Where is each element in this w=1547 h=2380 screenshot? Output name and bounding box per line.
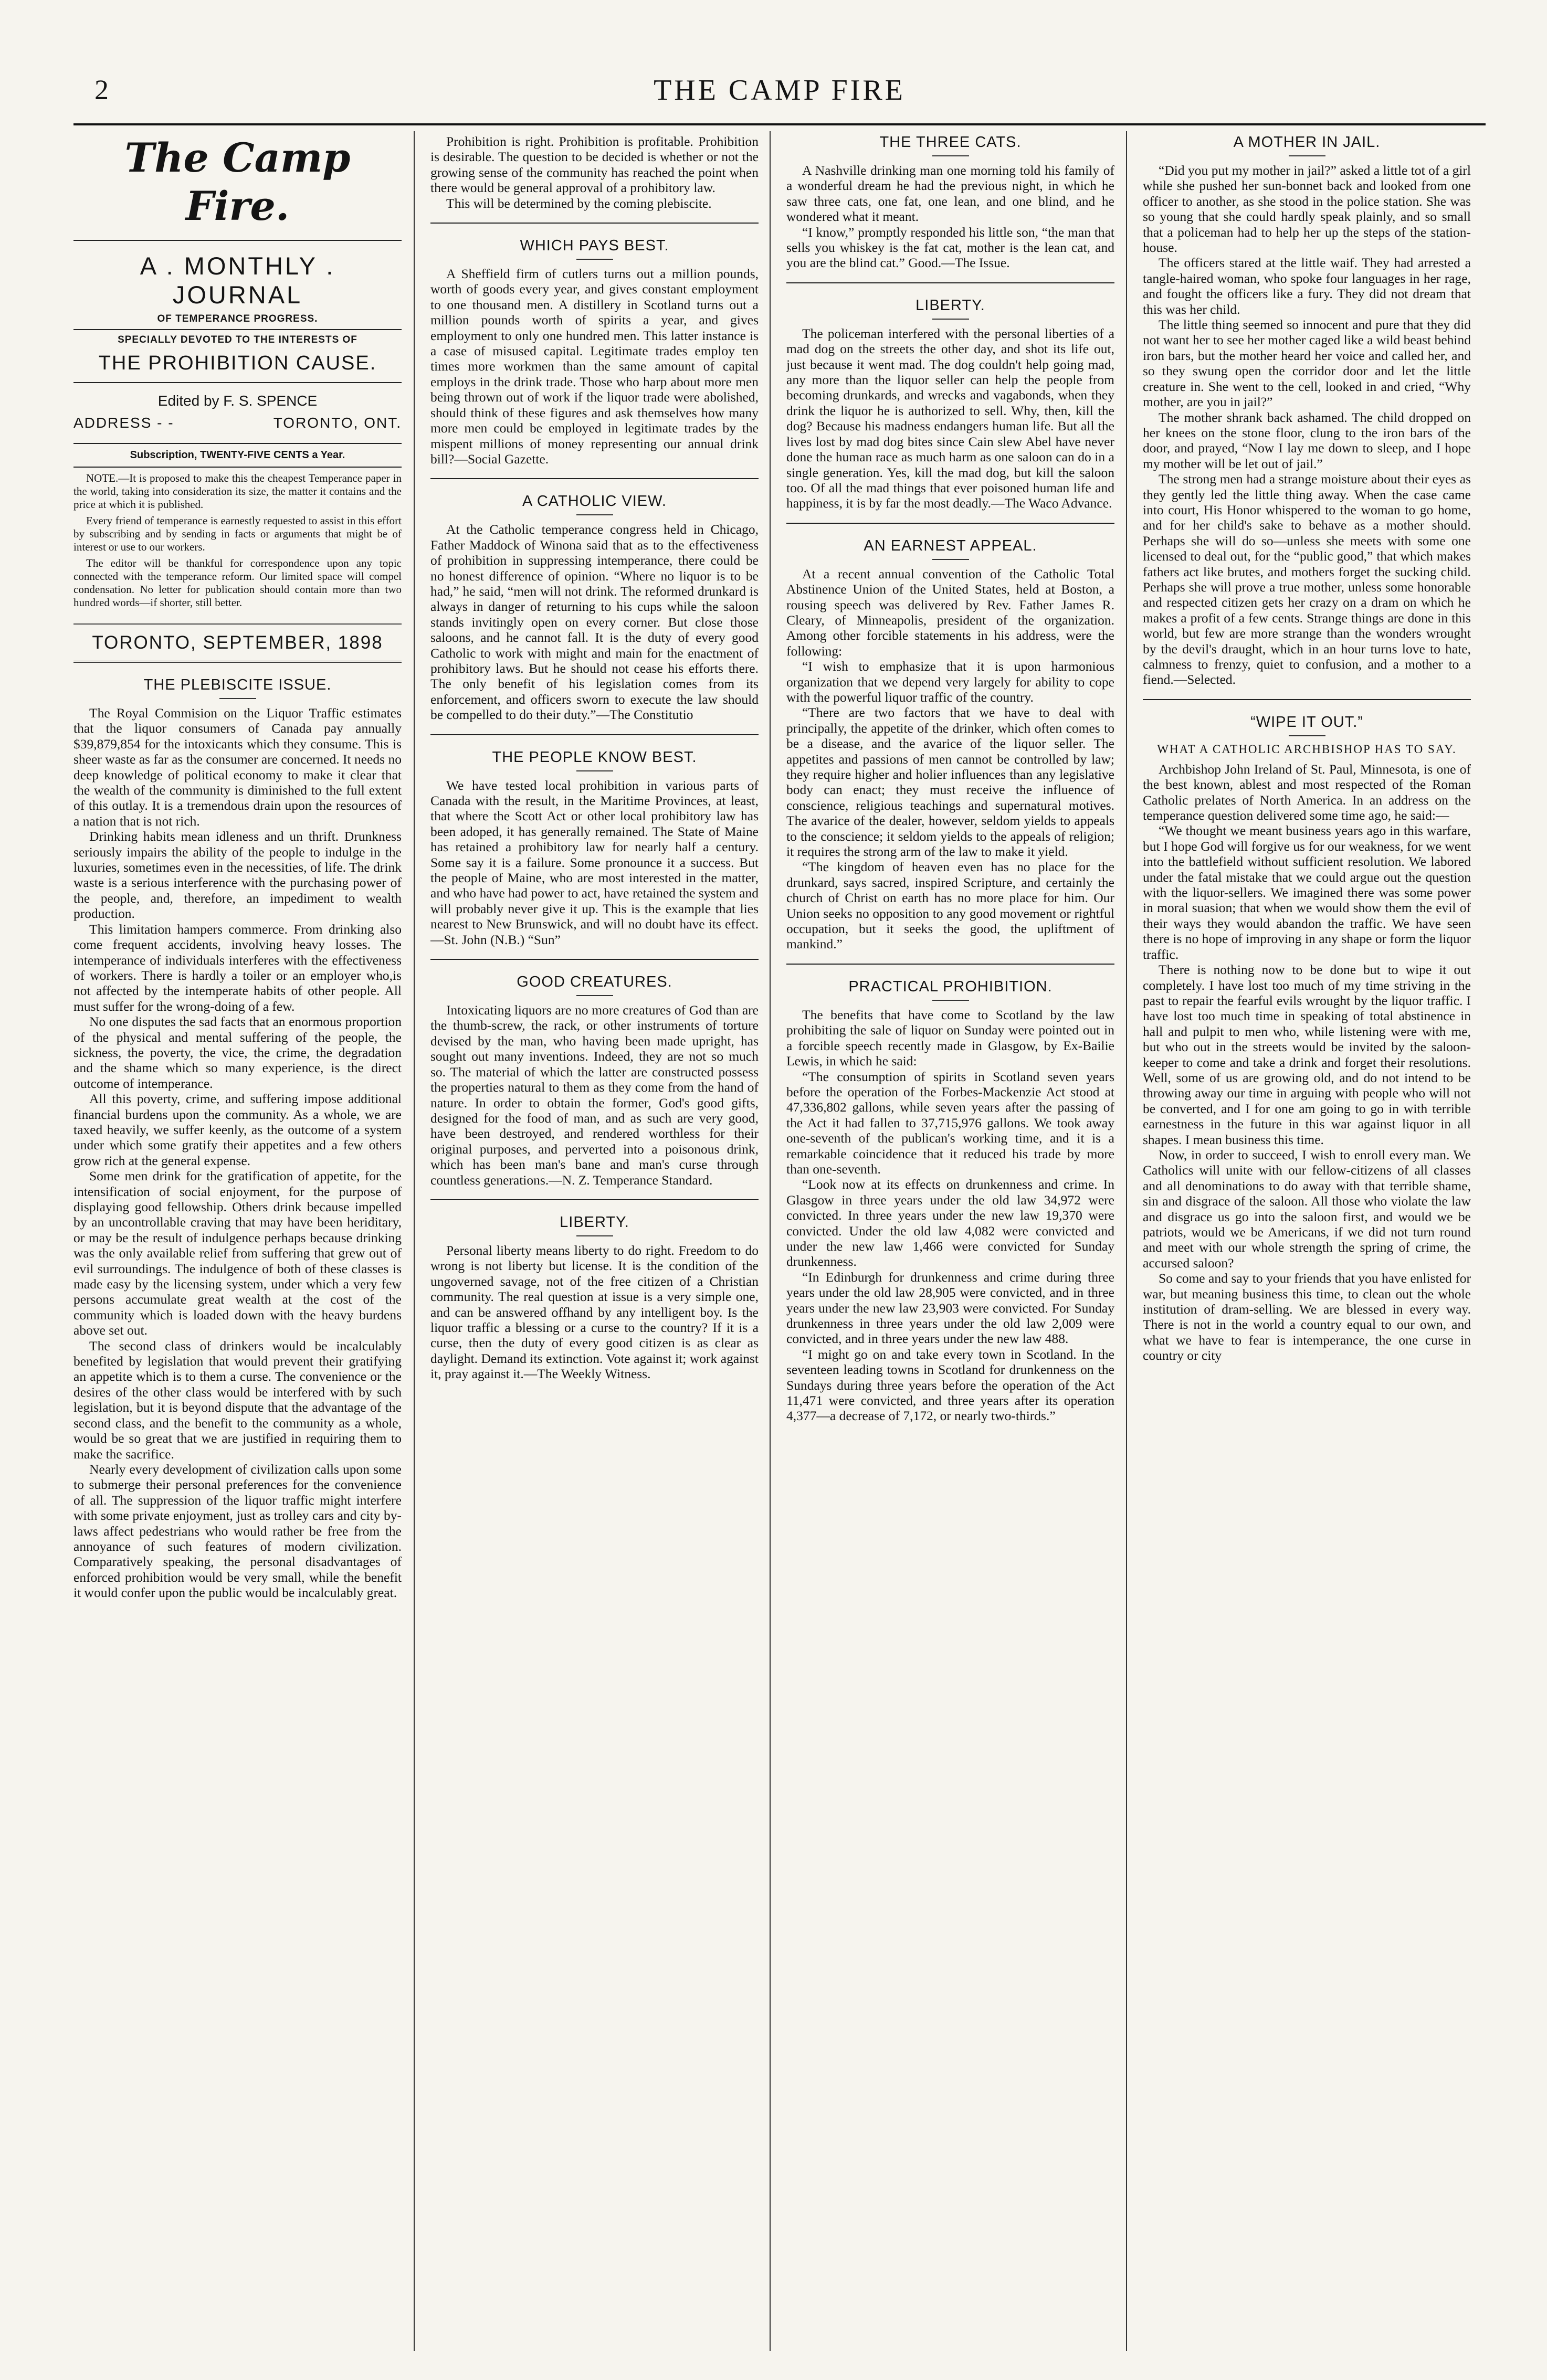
article-which-pays bbox=[430, 237, 759, 467]
heading-rule bbox=[576, 514, 613, 515]
paragraph: The strong men had a strange moisture about their eyes as they gently led the little thing away. When the case came into court, His Honor whispered to the woman to go home, and for her child's sake to behave as a mother should. Perhaps she will do so—unless she meets with some one licensed to deal out, for the “public good,” that which makes fathers act like brutes, and mothers forget the sucking child. Perhaps she will prove a true mother, unless some honorable and respected citizen gets her crazy on a dram on which he makes a profit of a few cents. Strange things are done in this world, but few are more strange than the wonders wrought by the devil's draught, which in an hour turns love to hate, calmness to frenzy, quiet to confusion, and a mother to a fiend.—Selected. bbox=[1143, 471, 1471, 687]
paragraph: A Nashville drinking man one morning told his family of a wonderful dream he had the previous night, in which he saw three cats, one fat, one lean, and one blind, and he wondered what it meant. bbox=[786, 163, 1114, 225]
paragraph: “The consumption of spirits in Scotland seven years before the operation of the Forbes-Mackenzie Act stood at 47,336,802 gallons, while seven years after the passing of the Act it had fallen to 37,715,976 gallons. We took away one-seventh of the publican's working time, and it is a remarkable coincidence that it reduced his trade by more than one-seventh. bbox=[786, 1069, 1114, 1177]
column-1 bbox=[73, 134, 402, 2349]
paragraph: The second class of drinkers would be incalculably benefited by legislation that would prevent their gratifying an appetite which is to them a curse. The convenience or the desires of the other class would be interfered with by such legislation, but it is beyond dispute that the advantage of the second class, and the benefit to the community as a whole, would be so great that we are justified in requiring them to make the sacrifice. bbox=[73, 1338, 402, 1462]
article-divider bbox=[1143, 699, 1471, 700]
paragraph: “Look now at its effects on drunkenness and crime. In Glasgow in three years under the old law 34,972 were convicted. In three years under the new law 19,370 were convicted. Under the old law 4,082 were convicted and under the new law 1,466 were convicted for Sunday drunkenness. bbox=[786, 1177, 1114, 1270]
paragraph: This limitation hampers commerce. From drinking also come frequent accidents, involving heavy losses. The intemperance of individuals interferes with the effectiveness of workers. There is hardly a toiler or an employer who,is not affected by the intemperate habits of other people. All must suffer for the wrong-doing of a few. bbox=[73, 921, 402, 1014]
masthead-of-line: OF TEMPERANCE PROGRESS. bbox=[157, 313, 318, 324]
publisher-note: NOTE.—It is proposed to make this the cheapest Temperance paper in the world, taking into consideration its size, the matter it contains and the price at which it is published. bbox=[73, 472, 402, 511]
article-heading: PRACTICAL PROHIBITION. bbox=[848, 978, 1053, 995]
article-earnest-appeal bbox=[786, 537, 1114, 952]
paragraph: “I wish to emphasize that it is upon harmonious organization that we depend very largely for ability to cope with the powerful liquor traffic of the country. bbox=[786, 659, 1114, 705]
publisher-note: The editor will be thankful for correspondence upon any topic connected with the temperance reform. Our limited space will compel condensation. No letter for publication should contain more than two hundred words—if shorter, still better. bbox=[73, 557, 402, 609]
paragraph: There is nothing now to be done but to wipe it out completely. I have lost too much of my time striving in the past to repair the fearful evils wrought by the liquor traffic. I have lost too much time in speaking of total abstinence in hall and pulpit to men who, while listening were with me, but who out in the streets would be invited by the saloon-keeper to come and take a drink and forget their resolutions. Well, some of us are growing old, and do not intend to be throwing away our time in arguing with people who will not be converted, and I for one am going to go in with terrible earnestness in the future in this war against liquor in all shapes. I mean business this time. bbox=[1143, 962, 1471, 1147]
paragraph: “I might go on and take every town in Scotland. In the seventeen leading towns in Scotland for drunkenness on the Sundays during three years before the operation of the Act 11,471 were convicted, and three years after its operation 4,377—a decrease of 7,172, or nearly two-thirds.” bbox=[786, 1346, 1114, 1424]
paragraph: So come and say to your friends that you have enlisted for war, but meaning business this time, to clean out the whole institution of dram-selling. We are blessed in every way. There is not in the world a country equal to our own, and what we have to fear is intemperance, the one curse in country or city bbox=[1143, 1271, 1471, 1363]
heading-rule bbox=[576, 1235, 613, 1236]
column-rule bbox=[1126, 131, 1127, 2351]
article-people-know bbox=[430, 749, 759, 947]
divider bbox=[73, 382, 402, 383]
masthead bbox=[73, 134, 402, 663]
article-plebiscite bbox=[73, 676, 402, 1601]
masthead-subtitle: A . MONTHLY . JOURNAL bbox=[140, 252, 335, 309]
article-heading: AN EARNEST APPEAL. bbox=[864, 537, 1037, 554]
masthead-editor: Edited by F. S. SPENCE bbox=[157, 393, 318, 409]
paragraph: “We thought we meant business years ago in this warfare, but I hope God will forgive us for our weakness, for we went into the battlefield without sufficient resolution. We labored under the fatal mistake that we could argue out the question with the liquor-sellers. We imagined there was some power in moral suasion; that when we would show them the evil of their ways they would abandon the traffic. We have seen there is no hope of improving in any shape or form the liquor traffic. bbox=[1143, 823, 1471, 962]
paragraph: “Did you put my mother in jail?” asked a little tot of a girl while she pushed her sun-bonnet back and looked from one officer to another, as she stood in the police station. She was so young that she could hardly speak plainly, and so small that a policeman had to help her up the steps of the station-house. bbox=[1143, 163, 1471, 256]
publisher-note: Every friend of temperance is earnestly requested to assist in this effort by subscribing and by sending in facts or arguments that might be of interest or use to our workers. bbox=[73, 514, 402, 553]
article-heading: A MOTHER IN JAIL. bbox=[1233, 134, 1381, 151]
heading-rule bbox=[576, 995, 613, 996]
subscription-line: Subscription, TWENTY-FIVE CENTS a Year. bbox=[130, 449, 345, 461]
divider bbox=[73, 467, 402, 468]
paragraph: “I know,” promptly responded his little son, “the man that sells you whiskey is the fat cat, mother is the lean cat, and you are the blind cat.” Good.—The Issue. bbox=[786, 224, 1114, 271]
heading-rule bbox=[932, 559, 969, 560]
article-catholic-view bbox=[430, 493, 759, 722]
article-heading: “WIPE IT OUT.” bbox=[1250, 713, 1363, 731]
article-divider bbox=[786, 964, 1114, 965]
paragraph: All this poverty, crime, and suffering impose additional financial burdens upon the community. As a whole, we are taxed heavily, we suffer keenly, as the outcome of a system under which some gratify their appetites and a few others grow rich at the general expense. bbox=[73, 1091, 402, 1168]
heading-rule bbox=[576, 259, 613, 260]
paragraph: Archbishop John Ireland of St. Paul, Minnesota, is one of the best known, ablest and most respected of the Roman Catholic prelates of North America. In an address on the temperance question delivered some time ago, he said:— bbox=[1143, 761, 1471, 823]
article-wipe-out bbox=[1143, 714, 1471, 1363]
paragraph: At the Catholic temperance congress held in Chicago, Father Maddock of Winona said that as to the effectiveness of prohibition in suppressing intemperance, there could be no honest difference of opinion. “Where no liquor is to be had,” he said, “men will not drink. The reformed drunkard is always in danger of returning to his cups while the saloon stands invitingly open on every corner. But close those saloons, and he cannot fall. It is the duty of every good Catholic to work with might and main for the enactment of prohibitory laws. But he should not cease his efforts there. The only benefit of his legislation comes from its enforcement, and officers sworn to execute the law should be compelled to do their duty.”—The Constitutio bbox=[430, 522, 759, 723]
heading-rule bbox=[932, 1000, 969, 1001]
paragraph: The little thing seemed so innocent and pure that they did not want her to see her mother caged like a wild beast behind iron bars, but the mother heard her voice and called her, and so they swung open the corridor door and let the little creature in. She went to the cell, looked in and cried, “Why mother, are you in jail?” bbox=[1143, 317, 1471, 410]
article-heading: WHICH PAYS BEST. bbox=[520, 237, 669, 255]
paragraph: Prohibition is right. Prohibition is profitable. Prohibition is desirable. The question to be decided is whether or not the growing sense of the community has reached the point when there would be general approval of a prohibitory law. bbox=[430, 134, 759, 196]
article-divider bbox=[430, 223, 759, 224]
heading-rule bbox=[576, 770, 613, 771]
heading-rule bbox=[932, 319, 969, 320]
article-heading: THE PEOPLE KNOW BEST. bbox=[492, 748, 697, 766]
paragraph: We have tested local prohibition in various parts of Canada with the result, in the Maritime Provinces, at least, that where the Scott Act or other local prohibitory law has been adoped, it has generally remained. The State of Maine has retained a prohibitory law for nearly half a century. Some say it is a failure. Some pronounce it a success. But the people of Maine, who are most interested in the matter, and who have had power to act, have retained the system and will probably never give it up. This is the example that lies nearest to New Brunswick, and will no doubt have its effect.—St. John (N.B.) “Sun” bbox=[430, 777, 759, 947]
page-number: 2 bbox=[94, 74, 109, 105]
article-divider bbox=[786, 282, 1114, 283]
paragraph: Personal liberty means liberty to do right. Freedom to do wrong is not liberty but license. It is the condition of the ungoverned savage, not of the free citizen of a Christian community. The real question at issue is a very simple one, and can be answered offhand by any intelligent boy. Is the liquor traffic a blessing or a curse to the country? If it is a curse, then the duty of every good citizen is as clear as daylight. Demand its extinction. Vote against it; work against it, pray against it.—The Weekly Witness. bbox=[430, 1242, 759, 1382]
divider bbox=[73, 329, 402, 330]
paragraph: Intoxicating liquors are no more creatures of God than are the thumb-screw, the rack, or other instruments of torture devised by the man, who having been made upright, has sought out many inventions. Indeed, they are not so much so. The material of which the latter are constructed possess the properties natural to them as they come from the hand of nature. In order to obtain the former, God's good gifts, designed for the food of man, and as such are very good, have been destroyed, and rendered worthless for their original purposes, and perverted into a poisonous drink, which has been man's bane and man's curse through countless generations.—N. Z. Temperance Standard. bbox=[430, 1002, 759, 1188]
article-prohibition-right bbox=[430, 134, 759, 211]
paragraph: No one disputes the sad facts that an enormous proportion of the physical and mental suffering of the people, the sickness, the poverty, the vice, the crime, the degradation and the shame which so many experience, is the direct outcome of intemperance. bbox=[73, 1014, 402, 1091]
paragraph: “In Edinburgh for drunkenness and crime during three years under the old law 28,905 were convicted, and in three years under the new law 23,903 were convicted. For Sunday drunkenness in three years under the old law 2,009 were convicted, and in three years under the new law 488. bbox=[786, 1269, 1114, 1347]
article-heading: GOOD CREATURES. bbox=[517, 974, 672, 991]
paragraph: “There are two factors that we have to deal with principally, the appetite of the drinker, which often comes to be a disease, and the avarice of the liquor seller. The appetites and passions of men cannot be controlled by law; they require higher and holier influences than any legislative body can enact; they must receive the influence of conscience, religious teachings and supernatural motives. The avarice of the dealer, however, seldom yields to appeals to the conscience; it seldom yields to the appeals of religion; it requires the strong arm of the law to make it yield. bbox=[786, 705, 1114, 860]
article-liberty-long bbox=[786, 297, 1114, 511]
heading-rule bbox=[932, 155, 969, 156]
masthead-title: The Camp Fire. bbox=[124, 134, 351, 229]
article-divider bbox=[430, 734, 759, 735]
heading-rule bbox=[1289, 155, 1325, 156]
article-divider bbox=[430, 959, 759, 960]
masthead-cause-line: THE PROHIBITION CAUSE. bbox=[98, 352, 377, 374]
column-rule bbox=[414, 131, 415, 2351]
article-heading: THE PLEBISCITE ISSUE. bbox=[143, 676, 332, 693]
paragraph: Nearly every development of civilization calls upon some to submerge their personal preferences for the convenience of all. The suppression of the liquor traffic might interfere with some private enjoyment, just as trolley cars and city by-laws affect pedestrians who would rather be free from the annoyance of such features of modern civilization. Comparatively speaking, the personal disadvantages of enforced prohibition would be very small, while the benefit it would confer upon the public would be incalculably great. bbox=[73, 1461, 402, 1601]
article-heading: THE THREE CATS. bbox=[879, 134, 1022, 151]
running-title: THE CAMP FIRE bbox=[654, 74, 906, 107]
dateline: TORONTO, SEPTEMBER, 1898 bbox=[73, 623, 402, 663]
paragraph: The policeman interfered with the personal liberties of a mad dog on the streets the other day, and shot its life out, just because it went mad. The dog couldn't help going mad, any more than the liquor seller can help the people from becoming drunkards, and wrecks and vagabonds, when they drink the liquor he is authorized to sell. Why, then, kill the dog? Because his madness endangers human life. But all the lives lost by mad dog bites since Cain slew Abel have never done the human race as much harm as one saloon can do in a single generation. Yes, kill the mad dog, but kill the saloon too. Of all the mad things that ever poisoned human life and happiness, it is by far the most deadly.—The Waco Advance. bbox=[786, 325, 1114, 511]
paragraph: The benefits that have come to Scotland by the law prohibiting the sale of liquor on Sunday were pointed out in a forcible speech recently made in Glasgow, by Ex-Bailie Lewis, in which he said: bbox=[786, 1007, 1114, 1069]
divider bbox=[73, 443, 402, 444]
paragraph: Some men drink for the gratification of appetite, for the intensification of social enjoyment, for the purpose of displaying good fellowship. Others drink because impelled by an uncontrollable craving that may have been heriditary, or may be the result of indulgence perhaps because drinking was the only available relief from suffering that grew out of evil surroundings. The indulgence of both of these classes is made easy by the licensing system, under which a very few persons accumulate great wealth at the cost of the community which is loaded down with the heavy burdens above set out. bbox=[73, 1168, 402, 1338]
article-divider bbox=[786, 523, 1114, 524]
article-subheading: WHAT A CATHOLIC ARCHBISHOP HAS TO SAY. bbox=[1157, 742, 1457, 756]
article-good-creatures bbox=[430, 974, 759, 1188]
paragraph: This will be determined by the coming plebiscite. bbox=[446, 195, 712, 211]
article-heading: LIBERTY. bbox=[560, 1213, 629, 1231]
heading-rule bbox=[219, 698, 256, 699]
divider bbox=[73, 240, 402, 241]
paragraph: “The kingdom of heaven even has no place for the drunkard, says sacred, inspired Scripture, and certainly the church of Christ on earth has no more place for him. Our Union seeks no opposition to any good movement or rightful occupation, but it seeks the good, the upliftment of mankind.” bbox=[786, 859, 1114, 952]
article-three-cats bbox=[786, 134, 1114, 271]
article-liberty-short bbox=[430, 1214, 759, 1382]
article-heading: LIBERTY. bbox=[915, 297, 985, 314]
address-city: TORONTO, ONT. bbox=[273, 415, 402, 431]
paragraph: At a recent annual convention of the Catholic Total Abstinence Union of the United States, held at Boston, a rousing speech was delivered by Rev. Father James R. Cleary, of Minneapolis, president of the organization. Among other forcible statements in his address, were the following: bbox=[786, 566, 1114, 659]
column-rule bbox=[770, 131, 771, 2351]
article-practical bbox=[786, 978, 1114, 1424]
paragraph: A Sheffield firm of cutlers turns out a million pounds, worth of goods every year, and gives constant employment to one thousand men. A distillery in Scotland turns out a million pounds worth of spirits a year, and gives employment to only one hundred men. This latter instance is a case of misused capital. Legitimate trades employ ten times more workmen than the same amount of capital employs in the drink trade. Those who harp about more men being thrown out of work if the liquor trade were abolished, should think of these figures and ask themselves how many more men could be employed in legitimate trades by the mispent millions of money representing our annual drink bill?—Social Gazette. bbox=[430, 266, 759, 467]
article-divider bbox=[430, 1199, 759, 1200]
address-label: ADDRESS - - bbox=[73, 415, 174, 431]
paragraph: Drinking habits mean idleness and un thrift. Drunkness seriously impairs the ability of the people to indulge in the luxuries, sometimes even in the necessities, of life. The drink waste is a serious interference with the purchasing power of the people, and, therefore, an impediment to wealth production. bbox=[73, 829, 402, 922]
column-2 bbox=[430, 134, 759, 2349]
paragraph: Now, in order to succeed, I wish to enroll every man. We Catholics will unite with our fellow-citizens of all classes and all denominations to do away with that terrible shame, sin and disgrace of the saloon. All those who violate the law and disgrace us go into the saloon first, and would we be patriots, would we be Americans, if we did not turn round and meet with our whole strength the spring of crime, the accursed saloon? bbox=[1143, 1147, 1471, 1271]
paragraph: The mother shrank back ashamed. The child dropped on her knees on the stone floor, clung to the iron bars of the door, and prayed, “Now I lay me down to sleep, and I hope my mother will be let out of jail.” bbox=[1143, 409, 1471, 471]
paragraph: The officers stared at the little waif. They had arrested a tangle-haired woman, who spoke four languages in her rage, and fought the officers like a fury. They did not dream that this was her child. bbox=[1143, 255, 1471, 317]
masthead-devoted-line: SPECIALLY DEVOTED TO THE INTERESTS OF bbox=[118, 334, 357, 345]
column-4 bbox=[1143, 134, 1471, 2349]
column-3 bbox=[786, 134, 1114, 2349]
masthead-address bbox=[73, 415, 402, 431]
article-divider bbox=[430, 478, 759, 479]
article-heading: A CATHOLIC VIEW. bbox=[522, 493, 667, 510]
paragraph: The Royal Commision on the Liquor Traffic estimates that the liquor consumers of Canada pay annually $39,879,854 for the intoxicants which they consume. This is sheer waste as far as the consumer are concerned. It needs no deep knowledge of political economy to make it clear that the wealth of the community is diminished to the full extent of this outlay. It is a tremendous drain upon the resources of a nation that is not rich. bbox=[73, 705, 402, 829]
running-head bbox=[73, 0, 1486, 125]
article-mother-jail bbox=[1143, 134, 1471, 687]
heading-rule bbox=[1289, 735, 1325, 736]
